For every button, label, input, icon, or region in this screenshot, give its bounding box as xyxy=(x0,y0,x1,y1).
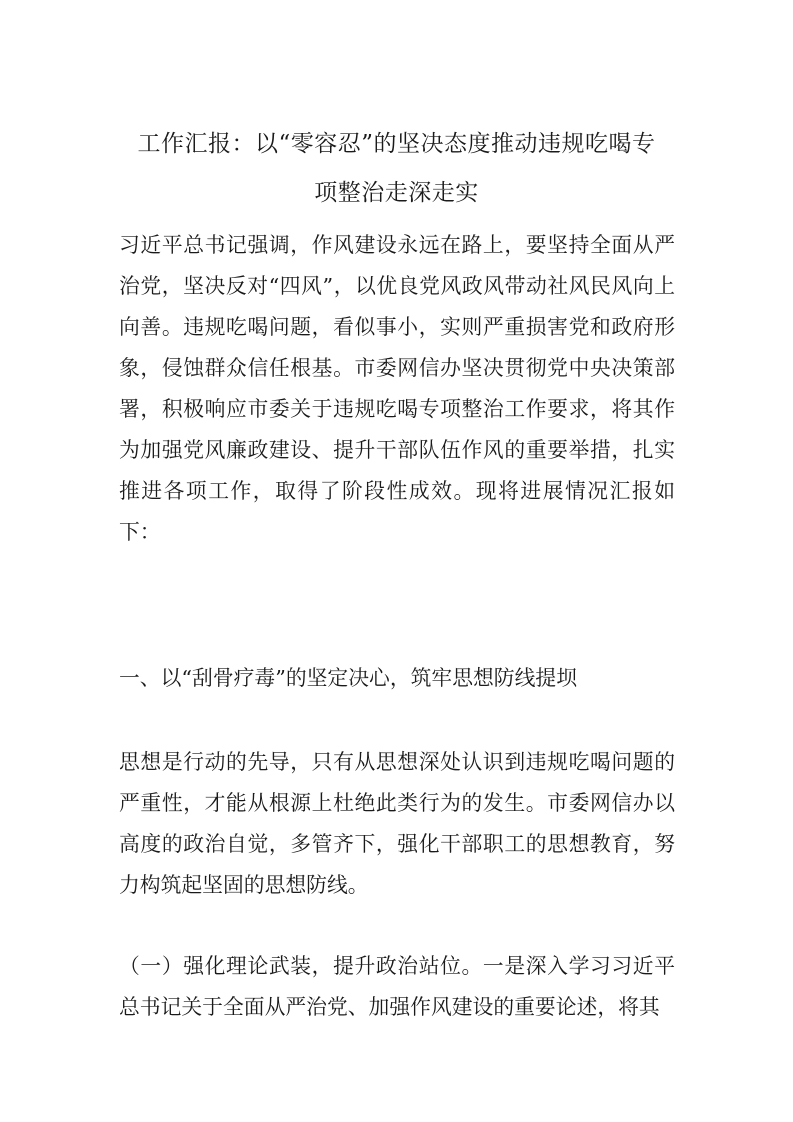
section-1-paragraph: 思想是行动的先导，只有从思想深处认识到违规吃喝问题的严重性，才能从根源上杜绝此类行为的发生。市委网信办以高度的政治自觉，多管齐下，强化干部职工的思想教育，努力构筑起坚固的思想防线。 xyxy=(119,750,675,897)
section-heading-1: 一、以“刮骨疗毒”的坚定决心，筑牢思想防线提坝 xyxy=(119,666,577,690)
intro-paragraph: 习近平总书记强调，作风建设永远在路上，要坚持全面从严治党，坚决反对“四风”，以优良党风政风带动社风民风向上向善。违规吃喝问题，看似事小，实则严重损害党和政府形象，侵蚀群众信任根基。市委网信办坚决贯彻党中央决策部署，积极响应市委关于违规吃喝专项整治工作要求，将其作为加强党风廉政建设、提升干部队伍作风的重要举措，扎实推进各项工作，取得了阶段性成效。现将进展情况汇报如下： xyxy=(119,233,675,544)
document-title-line-1: 工作汇报：以“零容忍”的坚决态度推动违规吃喝专 xyxy=(137,131,656,157)
document-title-line-2: 项整治走深走实 xyxy=(314,180,479,206)
subsection-1-paragraph: （一）强化理论武装，提升政治站位。一是深入学习习近平总书记关于全面从严治党、加强作风建设的重要论述，将其 xyxy=(119,954,675,1019)
